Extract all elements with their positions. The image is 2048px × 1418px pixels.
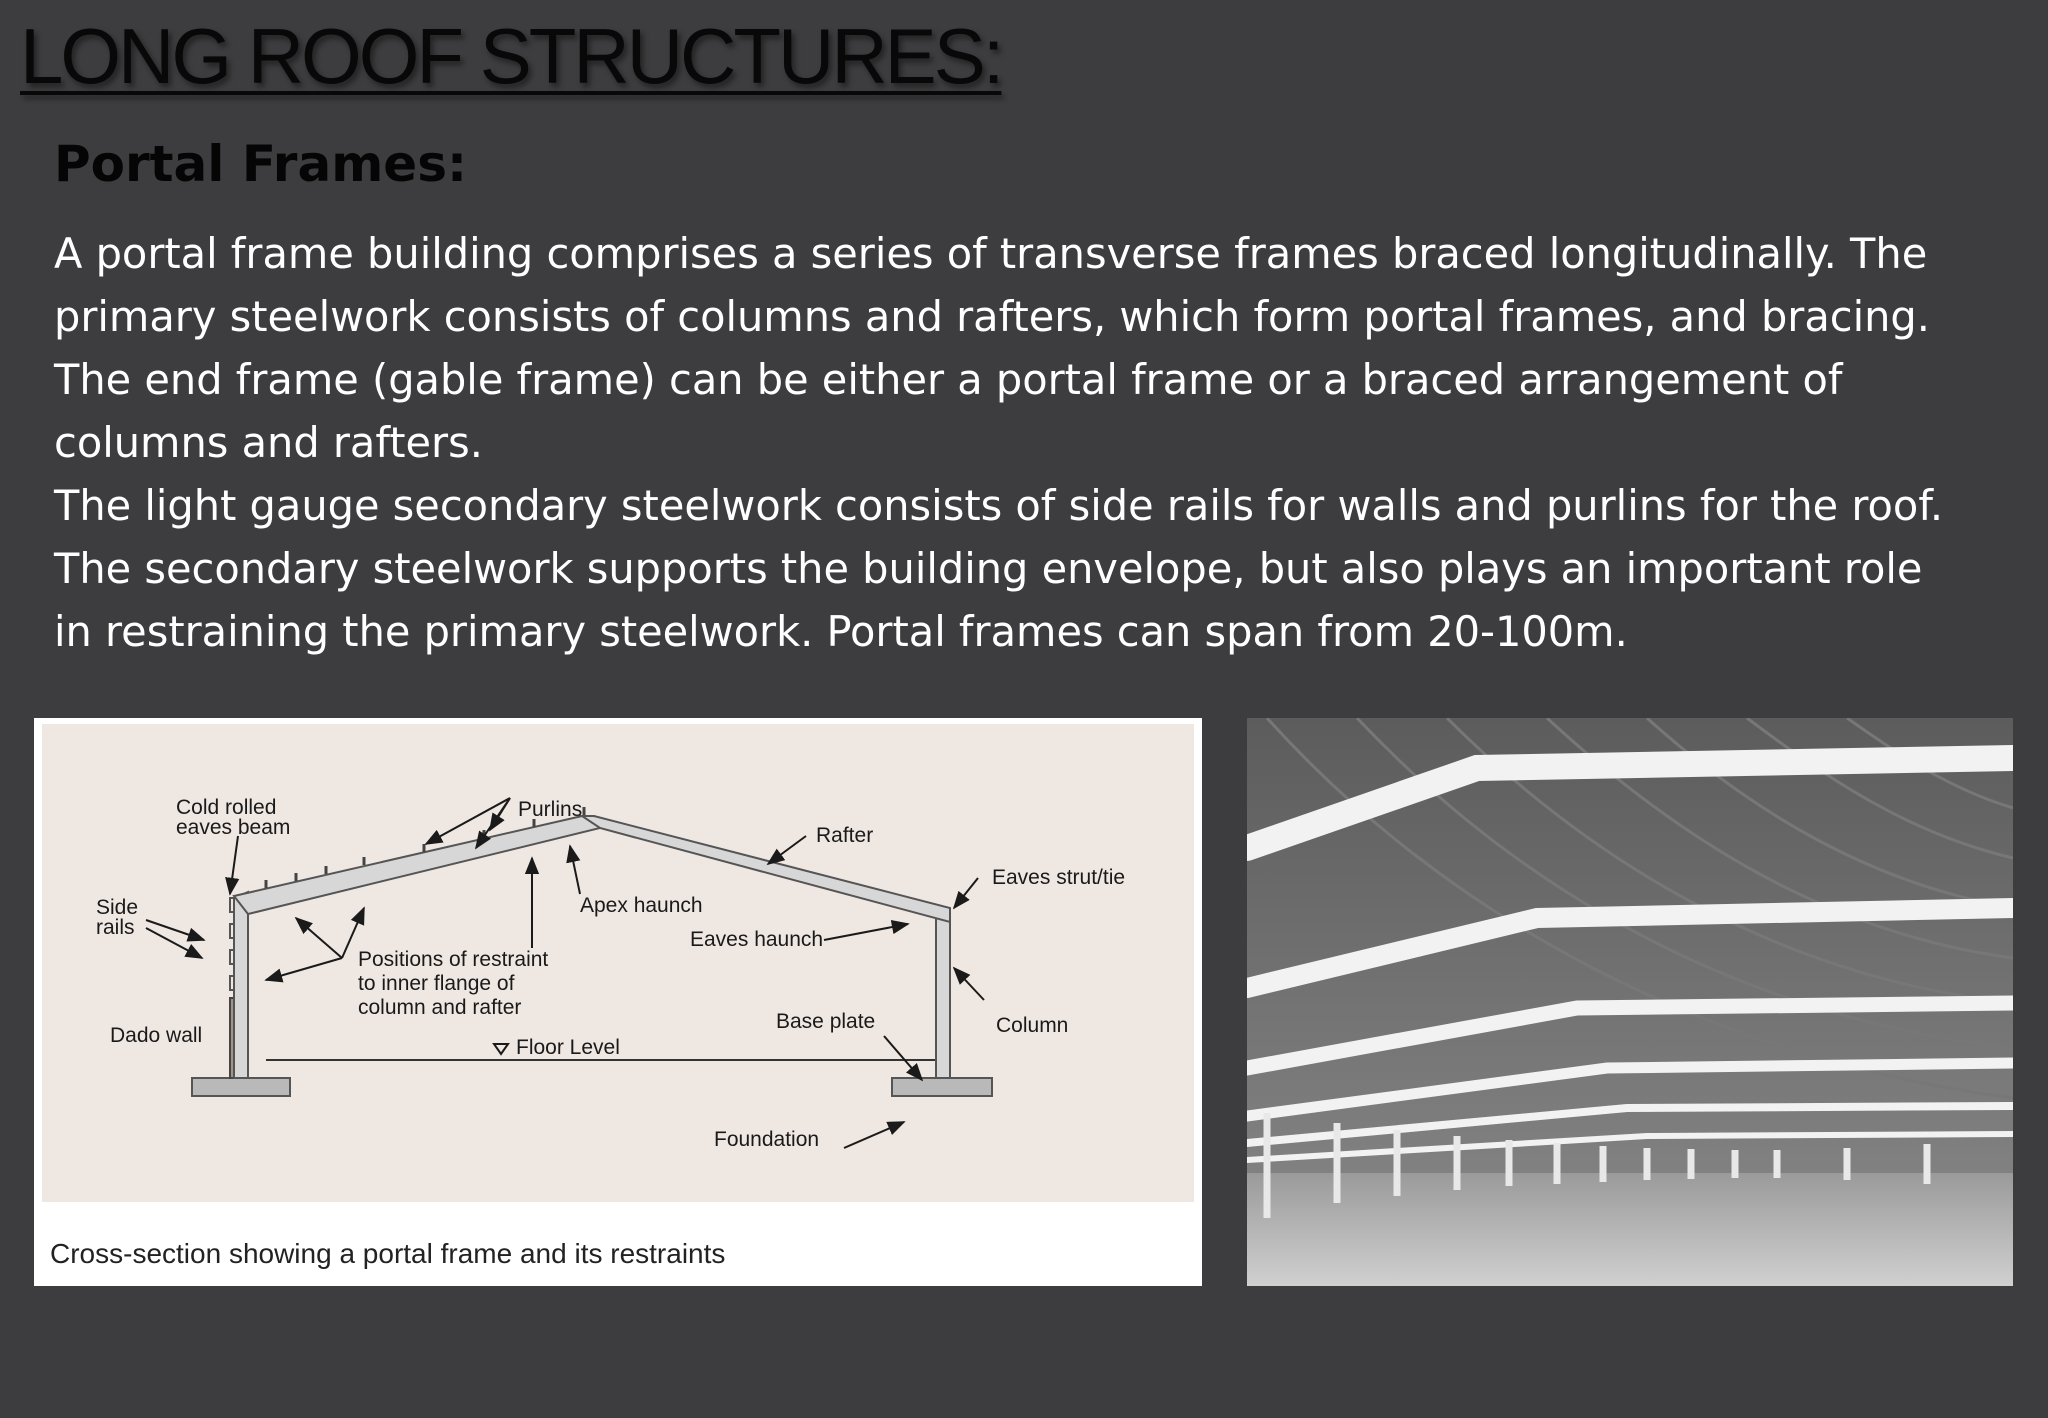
label-side: Side [96,896,139,919]
portal-frame-photo [1247,718,2013,1286]
label-eaves-haunch: Eaves haunch [690,928,824,951]
body-text [54,222,2014,663]
label-rails: rails [96,916,135,939]
portal-frame-diagram [34,718,1202,1286]
label-base-plate: Base plate [776,1010,876,1033]
paragraph-line: in restraining the primary steelwork. Portal frames can span from 20-100m. [54,607,1628,656]
label-rafter: Rafter [816,824,874,847]
label-foundation: Foundation [714,1128,820,1151]
label-restraint-2: to inner flange of [358,972,515,995]
paragraph-line: The end frame (gable frame) can be either a portal frame or a braced arrangement of [54,355,1843,404]
slide-title: LONG ROOF STRUCTURES: [20,12,1002,100]
paragraph-line: The light gauge secondary steelwork consists of side rails for walls and purlins for the roof. [54,481,1944,530]
diagram-svg [34,718,1202,1286]
photo-svg [1247,718,2013,1286]
label-restraint-3: column and rafter [358,996,522,1019]
label-eaves-strut: Eaves strut/tie [992,866,1126,889]
section-subtitle: Portal Frames: [54,135,467,193]
label-dado-wall: Dado wall [110,1024,203,1047]
left-column [234,892,248,1078]
label-restraint-1: Positions of restraint [358,948,549,971]
label-apex-haunch: Apex haunch [580,894,703,917]
label-floor-level: Floor Level [516,1036,620,1059]
label-eaves-beam: eaves beam [176,816,291,839]
label-purlins: Purlins [518,798,583,821]
paragraph-line: The secondary steelwork supports the building envelope, but also plays an important role [54,544,1923,593]
right-foundation [892,1078,992,1096]
diagram-caption: Cross-section showing a portal frame and its restraints [50,1238,726,1269]
label-column: Column [996,1014,1069,1037]
ground [1247,1173,2013,1286]
label-cold-rolled: Cold rolled [176,796,277,819]
paragraph-line: columns and rafters. [54,418,483,467]
paragraph-line: A portal frame building comprises a series of transverse frames braced longitudinally. The [54,229,1928,278]
right-column [936,910,950,1078]
paragraph-line: primary steelwork consists of columns and rafters, which form portal frames, and bracing. [54,292,1930,341]
left-foundation [192,1078,290,1096]
